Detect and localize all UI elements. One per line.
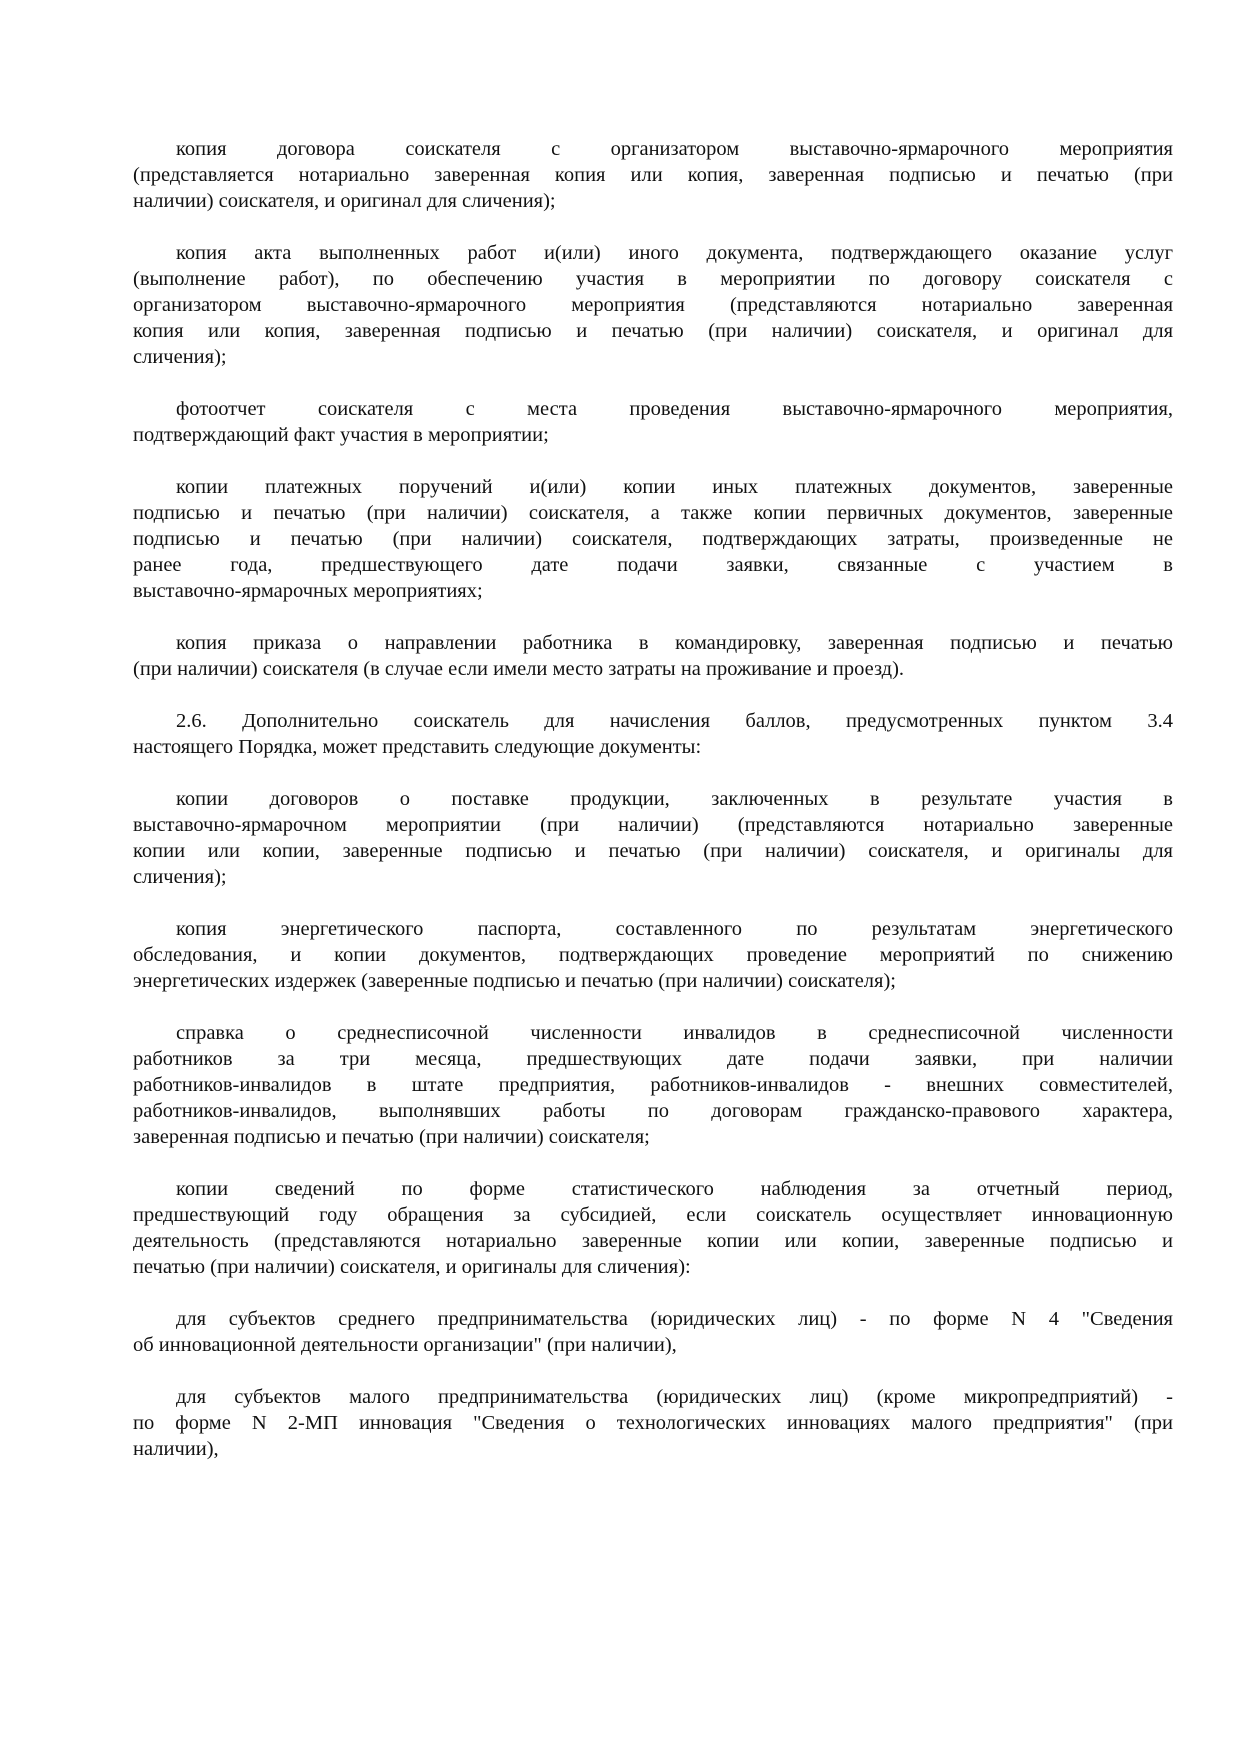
text-line: настоящего Порядка, может представить следующие документы: bbox=[133, 736, 702, 758]
text-line: копия акта выполненных работ и(или) иного документа, подтверждающего оказание услуг bbox=[176, 242, 1173, 264]
text-line: выставочно-ярмарочных мероприятиях; bbox=[133, 580, 483, 602]
paragraph bbox=[133, 240, 1173, 370]
text-line: энергетических издержек (заверенные подписью и печатью (при наличии) соискателя); bbox=[133, 970, 896, 992]
text-line: копия приказа о направлении работника в командировку, заверенная подписью и печатью bbox=[176, 632, 1173, 654]
text-line: копия или копия, заверенная подписью и печатью (при наличии) соискателя, и оригинал для bbox=[133, 320, 1173, 342]
paragraph bbox=[133, 1306, 1173, 1358]
paragraph bbox=[133, 916, 1173, 994]
paragraph bbox=[133, 1384, 1173, 1462]
paragraph bbox=[133, 630, 1173, 682]
paragraph bbox=[133, 474, 1173, 604]
text-line: (выполнение работ), по обеспечению участия в мероприятии по договору соискателя с bbox=[133, 268, 1173, 290]
text-line: об инновационной деятельности организации" (при наличии), bbox=[133, 1334, 677, 1356]
paragraph bbox=[133, 786, 1173, 890]
text-line: заверенная подписью и печатью (при наличии) соискателя; bbox=[133, 1126, 650, 1148]
text-line: предшествующий году обращения за субсидией, если соискатель осуществляет инновационную bbox=[133, 1204, 1173, 1226]
text-line: ранее года, предшествующего дате подачи заявки, связанные с участием в bbox=[133, 554, 1173, 576]
paragraph bbox=[133, 1176, 1173, 1280]
text-line: выставочно-ярмарочном мероприятии (при наличии) (представляются нотариально заверенные bbox=[133, 814, 1173, 836]
paragraph bbox=[133, 1020, 1173, 1150]
text-line: копии сведений по форме статистического наблюдения за отчетный период, bbox=[176, 1178, 1173, 1200]
text-line: работников-инвалидов в штате предприятия, работников-инвалидов - внешних совместителей, bbox=[133, 1074, 1173, 1096]
text-line: работников-инвалидов, выполнявших работы по договорам гражданско-правового характера, bbox=[133, 1100, 1173, 1122]
document-page bbox=[133, 136, 1173, 1488]
text-line: (представляется нотариально заверенная копия или копия, заверенная подписью и печатью (при bbox=[133, 164, 1173, 186]
text-line: наличии) соискателя, и оригинал для сличения); bbox=[133, 190, 556, 212]
text-line: деятельность (представляются нотариально заверенные копии или копии, заверенные подписью и bbox=[133, 1230, 1173, 1252]
text-line: фотоотчет соискателя с места проведения выставочно-ярмарочного мероприятия, bbox=[176, 398, 1173, 420]
text-line: копия энергетического паспорта, составленного по результатам энергетического bbox=[176, 918, 1173, 940]
text-line: подписью и печатью (при наличии) соискателя, а также копии первичных документов, заверенные bbox=[133, 502, 1173, 524]
text-line: (при наличии) соискателя (в случае если имели место затраты на проживание и проезд). bbox=[133, 658, 905, 680]
text-line: работников за три месяца, предшествующих дате подачи заявки, при наличии bbox=[133, 1048, 1173, 1070]
paragraph bbox=[133, 708, 1173, 760]
text-line: подтверждающий факт участия в мероприятии; bbox=[133, 424, 549, 446]
text-line: организатором выставочно-ярмарочного мероприятия (представляются нотариально заверенная bbox=[133, 294, 1173, 316]
text-line: сличения); bbox=[133, 346, 227, 368]
text-line: сличения); bbox=[133, 866, 227, 888]
text-line: 2.6. Дополнительно соискатель для начисления баллов, предусмотренных пунктом 3.4 bbox=[176, 710, 1173, 732]
text-line: обследования, и копии документов, подтверждающих проведение мероприятий по снижению bbox=[133, 944, 1173, 966]
paragraph bbox=[133, 136, 1173, 214]
text-line: наличии), bbox=[133, 1438, 219, 1460]
text-line: по форме N 2-МП инновация "Сведения о технологических инновациях малого предприятия" (при bbox=[133, 1412, 1173, 1434]
text-line: копия договора соискателя с организатором выставочно-ярмарочного мероприятия bbox=[176, 138, 1173, 160]
text-line: справка о среднесписочной численности инвалидов в среднесписочной численности bbox=[176, 1022, 1173, 1044]
paragraph bbox=[133, 396, 1173, 448]
text-line: для субъектов среднего предпринимательства (юридических лиц) - по форме N 4 "Сведения bbox=[176, 1308, 1173, 1330]
text-line: для субъектов малого предпринимательства (юридических лиц) (кроме микропредприятий) - bbox=[176, 1386, 1173, 1408]
text-line: копии договоров о поставке продукции, заключенных в результате участия в bbox=[176, 788, 1173, 810]
text-line: печатью (при наличии) соискателя, и оригиналы для сличения): bbox=[133, 1256, 691, 1278]
text-line: копии или копии, заверенные подписью и печатью (при наличии) соискателя, и оригиналы для bbox=[133, 840, 1173, 862]
text-line: копии платежных поручений и(или) копии иных платежных документов, заверенные bbox=[176, 476, 1173, 498]
text-line: подписью и печатью (при наличии) соискателя, подтверждающих затраты, произведенные не bbox=[133, 528, 1173, 550]
